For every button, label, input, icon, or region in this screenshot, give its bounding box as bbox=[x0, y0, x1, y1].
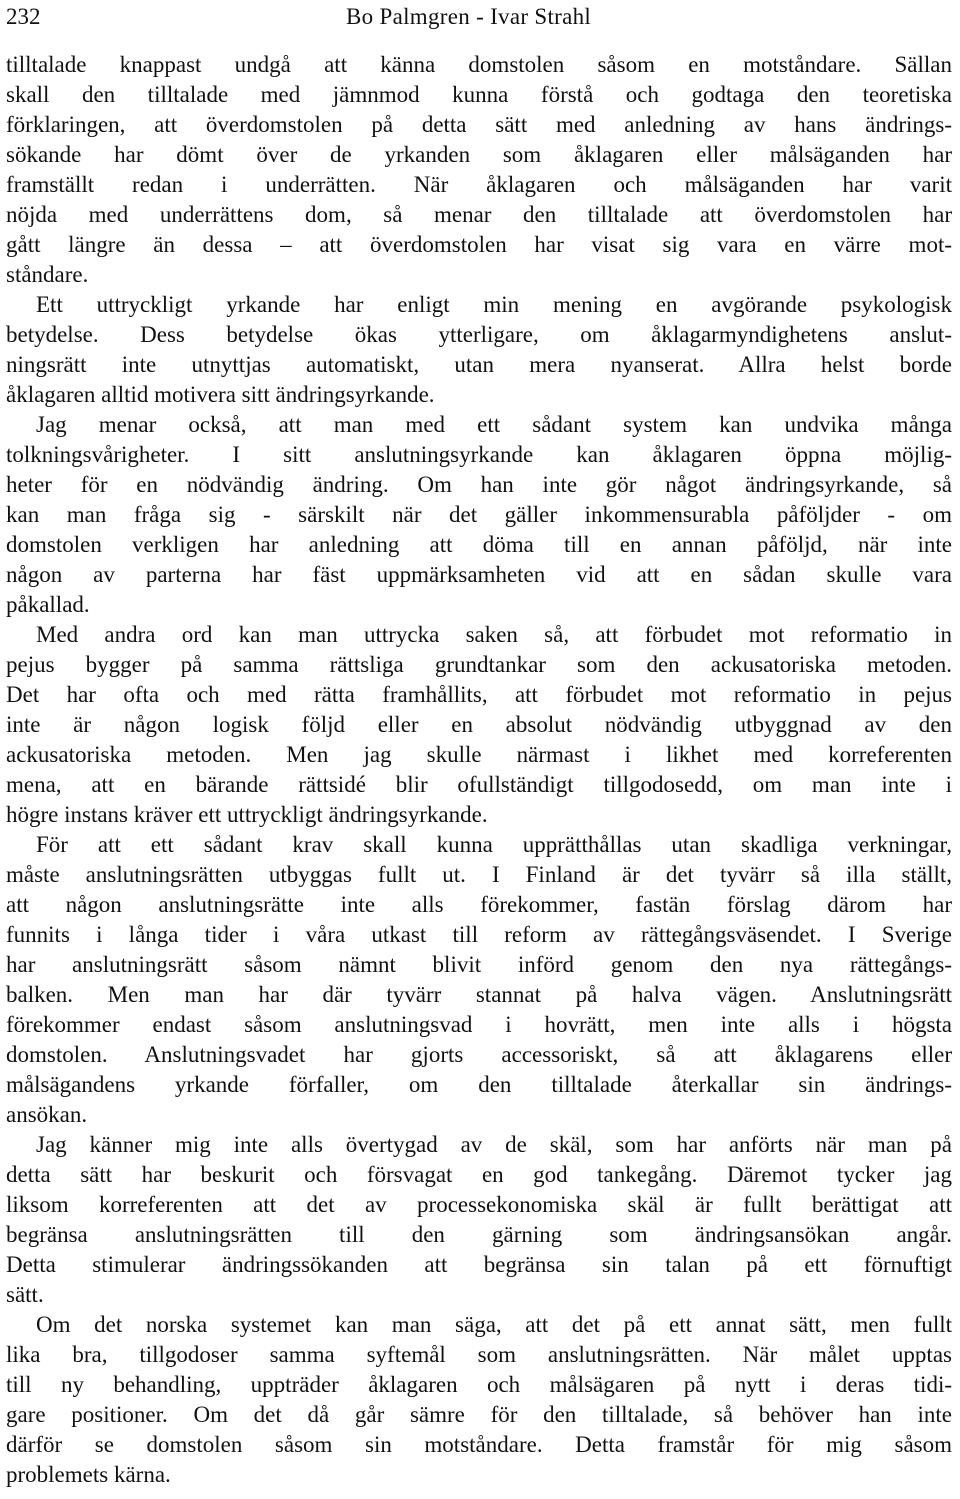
text-line: Med andra ord kan man uttrycka saken så, att förbudet mot reformatio in bbox=[36, 622, 952, 647]
text-line: funnits i långa tider i våra utkast till reform av rättegångsväsendet. I Sverige bbox=[6, 922, 952, 947]
text-line: åklagaren alltid motivera sitt ändringsyrkande. bbox=[6, 382, 435, 407]
text-line: ningsrätt inte utnyttjas automatiskt, utan mera nyanserat. Allra helst borde bbox=[6, 352, 952, 377]
text-line: Det har ofta och med rätta framhållits, att förbudet mot reformatio in pejus bbox=[6, 682, 952, 707]
text-line: målsägandens yrkande förfaller, om den tilltalade återkallar sin ändrings- bbox=[6, 1072, 952, 1097]
text-line: domstolen. Anslutningsvadet har gjorts accessoriskt, så att åklagarens eller bbox=[6, 1042, 952, 1067]
text-line: nöjda med underrättens dom, så menar den tilltalade att överdomstolen har bbox=[6, 202, 952, 227]
text-line: liksom korreferenten att det av processekonomiska skäl är fullt berättigat att bbox=[6, 1192, 952, 1217]
running-head bbox=[6, 2, 954, 32]
text-line: gare positioner. Om det då går sämre för den tilltalade, så behöver han inte bbox=[6, 1402, 952, 1427]
text-line: till ny behandling, uppträder åklagaren och målsägaren på nytt i deras tidi- bbox=[6, 1372, 952, 1397]
text-line: Jag känner mig inte alls övertygad av de skäl, som har anförts när man på bbox=[36, 1132, 952, 1157]
text-line: måste anslutningsrätten utbyggas fullt ut. I Finland är det tyvärr så illa ställt, bbox=[6, 862, 952, 887]
text-line: heter för en nödvändig ändring. Om han inte gör något ändringsyrkande, så bbox=[6, 472, 952, 497]
text-line: ackusatoriska metoden. Men jag skulle närmast i likhet med korreferenten bbox=[6, 742, 952, 767]
text-line: kan man fråga sig - särskilt när det gäller inkommensurabla påföljder - om bbox=[6, 502, 952, 527]
text-line: lika bra, tillgodoser samma syftemål som anslutningsrätten. När målet upptas bbox=[6, 1342, 952, 1367]
text-line: detta sätt har beskurit och försvagat en god tankegång. Däremot tycker jag bbox=[6, 1162, 952, 1187]
text-line: begränsa anslutningsrätten till den gärning som ändringsansökan angår. bbox=[6, 1222, 952, 1247]
text-line: har anslutningsrätt såsom nämnt blivit införd genom den nya rättegångs- bbox=[6, 952, 952, 977]
text-line: gått längre än dessa – att överdomstolen har visat sig vara en värre mot- bbox=[6, 232, 952, 257]
text-line: Ett uttryckligt yrkande har enligt min mening en avgörande psykologisk bbox=[36, 292, 952, 317]
text-line: inte är någon logisk följd eller en absolut nödvändig utbyggnad av den bbox=[6, 712, 952, 737]
text-line: att någon anslutningsrätte inte alls förekommer, fastän förslag därom har bbox=[6, 892, 952, 917]
text-line: Jag menar också, att man med ett sådant system kan undvika många bbox=[36, 412, 952, 437]
running-title: Bo Palmgren - Ivar Strahl bbox=[346, 4, 592, 29]
text-line: framställt redan i underrätten. När åklagaren och målsäganden har varit bbox=[6, 172, 952, 197]
text-line: därför se domstolen såsom sin motståndare. Detta framstår för mig såsom bbox=[6, 1432, 952, 1457]
text-line: domstolen verkligen har anledning att döma till en annan påföljd, när inte bbox=[6, 532, 952, 557]
page-number: 232 bbox=[6, 4, 41, 29]
text-line: sökande har dömt över de yrkanden som åklagaren eller målsäganden har bbox=[6, 142, 952, 167]
body-text bbox=[6, 50, 952, 1490]
text-line: problemets kärna. bbox=[6, 1462, 171, 1487]
text-line: pejus bygger på samma rättsliga grundtankar som den ackusatoriska metoden. bbox=[6, 652, 952, 677]
text-line: sätt. bbox=[6, 1282, 44, 1307]
text-line: någon av parterna har fäst uppmärksamheten vid att en sådan skulle vara bbox=[6, 562, 952, 587]
text-line: påkallad. bbox=[6, 592, 90, 617]
text-line: ståndare. bbox=[6, 262, 89, 287]
text-line: förekommer endast såsom anslutningsvad i hovrätt, men inte alls i högsta bbox=[6, 1012, 952, 1037]
text-line: Detta stimulerar ändringssökanden att begränsa sin talan på ett förnuftigt bbox=[6, 1252, 952, 1277]
text-line: förklaringen, att överdomstolen på detta sätt med anledning av hans ändrings- bbox=[6, 112, 952, 137]
text-line: högre instans kräver ett uttryckligt ändringsyrkande. bbox=[6, 802, 488, 827]
text-line: tolkningsvårigheter. I sitt anslutningsyrkande kan åklagaren öppna möjlig- bbox=[6, 442, 952, 467]
text-line: Om det norska systemet kan man säga, att det på ett annat sätt, men fullt bbox=[36, 1312, 952, 1337]
text-line: För att ett sådant krav skall kunna upprätthållas utan skadliga verkningar, bbox=[36, 832, 952, 857]
text-line: ansökan. bbox=[6, 1102, 88, 1127]
text-line: skall den tilltalade med jämnmod kunna förstå och godtaga den teoretiska bbox=[6, 82, 952, 107]
text-line: mena, att en bärande rättsidé blir ofullständigt tillgodosedd, om man inte i bbox=[6, 772, 952, 797]
text-line: betydelse. Dess betydelse ökas ytterligare, om åklagarmyndighetens anslut- bbox=[6, 322, 952, 347]
text-line: tilltalade knappast undgå att känna domstolen såsom en motståndare. Sällan bbox=[6, 52, 952, 77]
text-line: balken. Men man har där tyvärr stannat på halva vägen. Anslutningsrätt bbox=[6, 982, 952, 1007]
